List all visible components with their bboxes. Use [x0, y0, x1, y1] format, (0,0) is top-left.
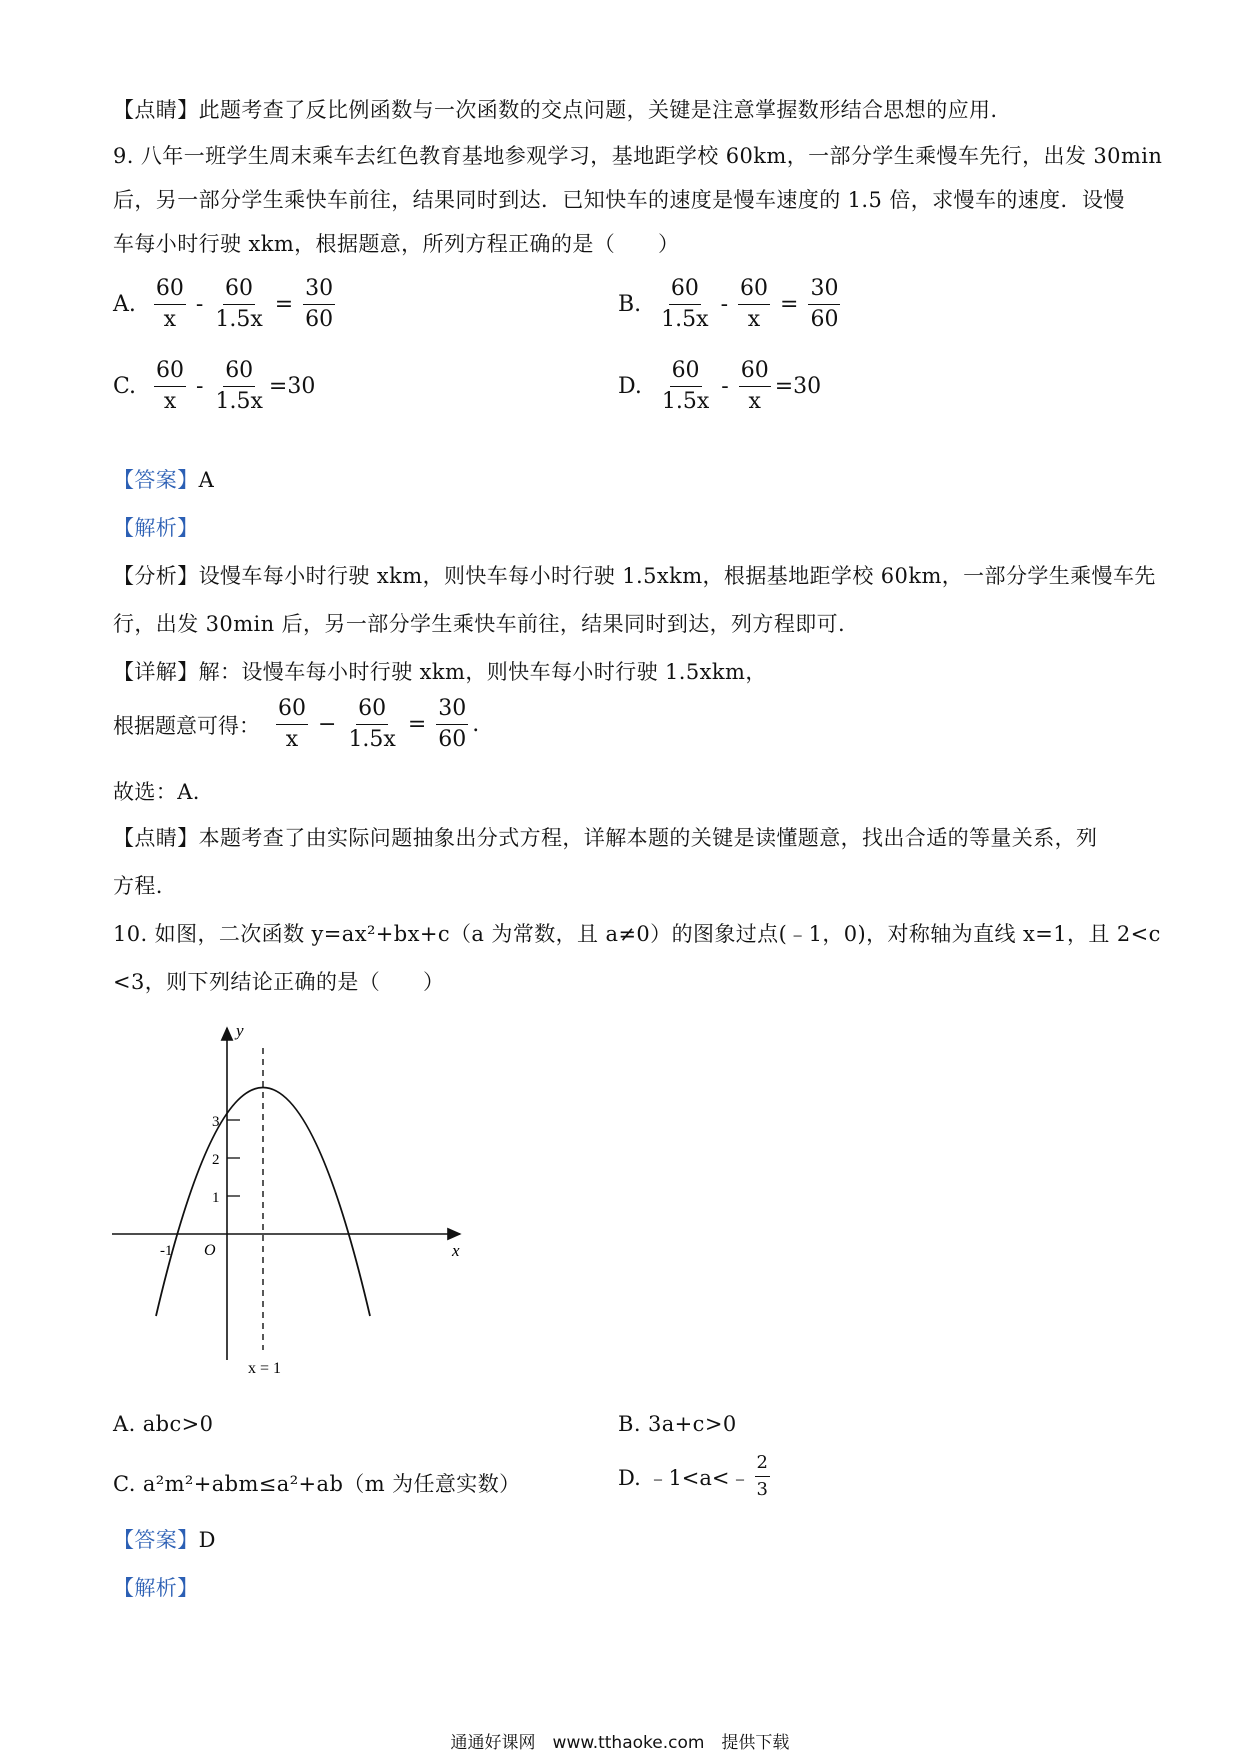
fraction: $\frac{30}{60}$: [305, 276, 334, 332]
fraction: $\frac{30}{60}$: [810, 276, 839, 332]
q9-answer: 【答案】A: [113, 468, 215, 492]
y-axis-label: y: [236, 1021, 244, 1040]
q9-xiangjie-line1: 【详解】解：设慢车每小时行驶 xkm，则快车每小时行驶 1.5xkm，: [113, 660, 767, 684]
q9-option-b: B. $\frac{60}{1.5x}$ - $\frac{60}{x}$ = $\frac{30}{60}$: [618, 276, 839, 332]
fraction: $\frac{60}{x}$: [156, 358, 185, 414]
fraction: $\frac{60}{1.5x}$: [215, 358, 263, 414]
q9-text-line1: 9. 八年一班学生周末乘车去红色教育基地参观学习，基地距学校 60km，一部分学生乘慢车先行，出发 30min: [113, 144, 1163, 168]
q10-text-line2: <3，则下列结论正确的是（ ）: [113, 970, 445, 994]
fraction: $\frac{60}{1.5x}$: [215, 276, 263, 332]
prev-dianjing: 【点睛】此题考查了反比例函数与一次函数的交点问题，关键是注意掌握数形结合思想的应用.: [113, 98, 998, 122]
fraction: $\frac{60}{x}$: [278, 696, 306, 752]
q10-option-b: B. 3a+c>0: [618, 1412, 737, 1436]
q10-text-line1: 10. 如图，二次函数 y=ax²+bx+c（a 为常数，且 a≠0）的图象过点(﹣1，0)，对称轴为直线 x=1，且 2<c: [113, 922, 1161, 946]
q10-option-a: A. abc>0: [113, 1412, 214, 1436]
q9-option-d: D. $\frac{60}{1.5x}$ - $\frac{60}{x}$ =30: [618, 358, 822, 414]
q9-text-line3: 车每小时行驶 xkm，根据题意，所列方程正确的是（ ）: [113, 232, 680, 256]
q10-answer: 【答案】D: [113, 1528, 216, 1552]
fraction: $\frac{2}{3}$: [756, 1452, 768, 1500]
q9-fenxi-line1: 【分析】设慢车每小时行驶 xkm，则快车每小时行驶 1.5xkm，根据基地距学校 60km，一部分学生乘慢车先: [113, 564, 1156, 588]
q9-dianjing-line2: 方程.: [113, 874, 163, 898]
page-footer: 通通好课网 www.tthaoke.com 提供下载: [450, 1733, 790, 1753]
tick-y1: 1: [212, 1190, 220, 1206]
q9-option-c: C. $\frac{60}{x}$ - $\frac{60}{1.5x}$ =30: [113, 358, 316, 414]
q9-guxuan: 故选：A.: [113, 780, 200, 804]
origin-label: O: [204, 1242, 216, 1259]
q10-option-d: D. ﹣1<a<﹣ $\frac{2}{3}$: [618, 1452, 768, 1500]
parabola-figure: [100, 1010, 480, 1390]
fraction: $\frac{30}{60}$: [438, 696, 467, 752]
tick-y2: 2: [212, 1152, 220, 1168]
tick-y3: 3: [212, 1114, 220, 1130]
q9-equation: 根据题意可得： $\frac{60}{x}$ − $\frac{60}{1.5x}$ = $\frac{30}{60}$ .: [113, 696, 480, 752]
fraction: $\frac{60}{1.5x}$: [661, 276, 709, 332]
q9-jiexi: 【解析】: [113, 516, 199, 540]
q10-option-c: C. a²m²+abm≤a²+ab（m 为任意实数）: [113, 1472, 521, 1496]
q9-option-a: A. $\frac{60}{x}$ - $\frac{60}{1.5x}$ = $\frac{30}{60}$: [113, 276, 334, 332]
x-axis-label: x: [452, 1241, 460, 1260]
q9-fenxi-line2: 行，出发 30min 后，另一部分学生乘快车前往，结果同时到达，列方程即可.: [113, 612, 846, 636]
q9-text-line2: 后，另一部分学生乘快车前往，结果同时到达．已知快车的速度是慢车速度的 1.5 倍，求慢车的速度．设慢: [113, 188, 1125, 212]
q9-dianjing-line1: 【点睛】本题考查了由实际问题抽象出分式方程，详解本题的关键是读懂题意，找出合适的等量关系，列: [113, 826, 1098, 850]
fraction: $\frac{60}{x}$: [740, 358, 769, 414]
tick-neg1: -1: [160, 1243, 173, 1259]
fraction: $\frac{60}{x}$: [740, 276, 769, 332]
q10-jiexi: 【解析】: [113, 1576, 199, 1600]
fraction: $\frac{60}{x}$: [155, 276, 184, 332]
fraction: $\frac{60}{1.5x}$: [348, 696, 396, 752]
fraction: $\frac{60}{1.5x}$: [661, 358, 710, 414]
symmetry-label: x = 1: [248, 1360, 282, 1377]
